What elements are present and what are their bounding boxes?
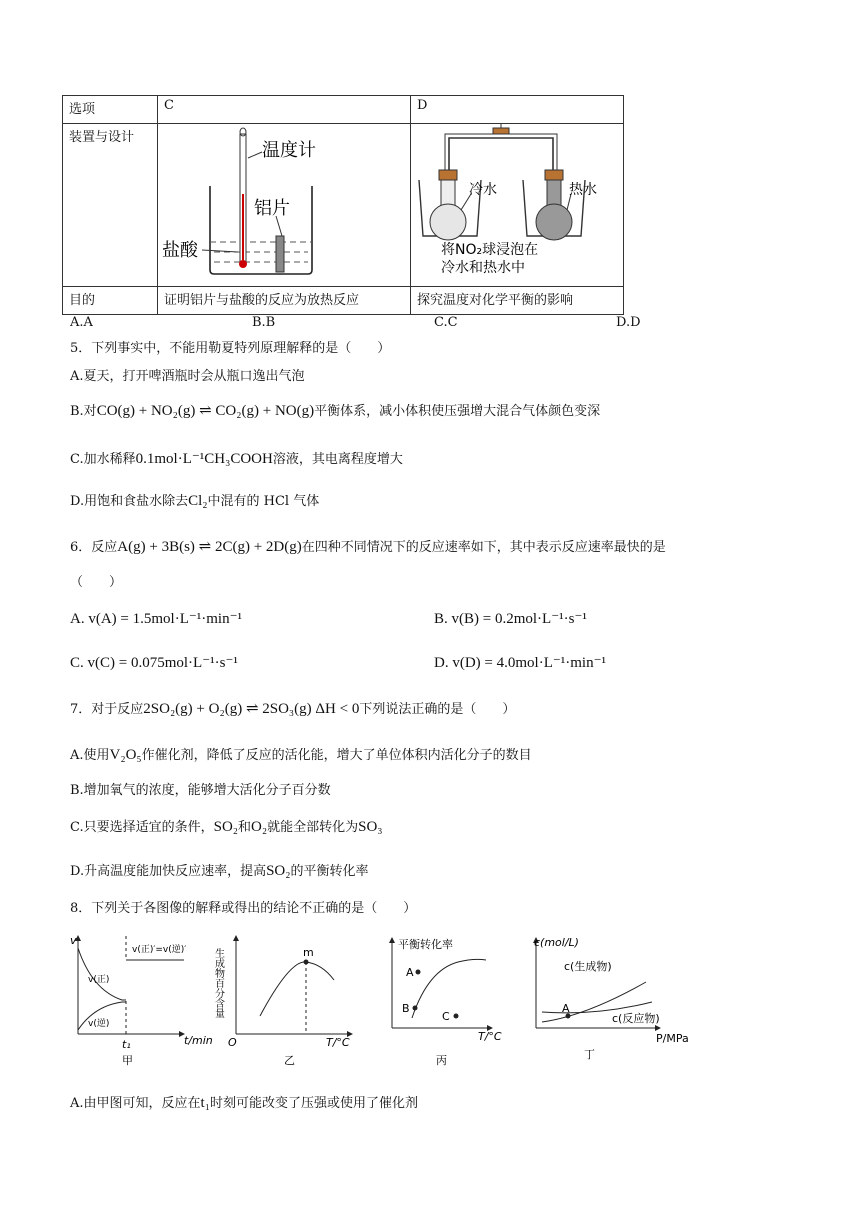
svg-text:T/°C: T/°C: [326, 1036, 350, 1049]
svg-text:m: m: [303, 946, 314, 959]
q5-option-a[interactable]: A.夏天，打开啤酒瓶时会从瓶口逸出气泡: [70, 369, 305, 384]
label-aluminium: 铝片: [254, 198, 290, 219]
svg-text:O: O: [228, 1036, 237, 1049]
svg-text:生成物百分含量: 生成物百分含量: [212, 948, 224, 1018]
svg-text:t/min: t/min: [184, 1034, 213, 1047]
q7-option-a[interactable]: A.使用V₂O₅作催化剂，降低了反应的活化能，增大了单位体积内活化分子的数目: [70, 747, 532, 763]
options-table: [62, 95, 624, 315]
apparatus-d: [411, 124, 624, 287]
svg-text:B: B: [402, 1002, 410, 1015]
graph-bing-caption: 丙: [436, 1054, 447, 1067]
svg-text:v(正)′=v(逆)′: v(正)′=v(逆)′: [132, 945, 187, 955]
q8-stem: 8．下列关于各图像的解释或得出的结论不正确的是（ ）: [70, 901, 417, 916]
q8-option-a[interactable]: A.由甲图可知，反应在t₁时刻可能改变了压强或使用了催化剂: [70, 1095, 418, 1111]
q7-equation: 2SO₂(g) + O₂(g) ⇌ 2SO₃(g) ΔH < 0: [143, 701, 360, 717]
q6-option-b[interactable]: B. v(B) = 0.2mol·L⁻¹·s⁻¹: [434, 611, 587, 627]
svg-text:A: A: [562, 1002, 570, 1015]
q4-option-d[interactable]: D.D: [616, 315, 641, 330]
graph-yi-caption: 乙: [284, 1054, 295, 1067]
svg-text:v: v: [70, 934, 77, 947]
q5-option-d[interactable]: D.用饱和食盐水除去Cl₂中混有的 HCl 气体: [70, 493, 320, 509]
caption-line1: 将NO₂球浸泡在: [441, 242, 539, 258]
label-hcl: 盐酸: [162, 240, 198, 261]
q6-option-c[interactable]: C. v(C) = 0.075mol·L⁻¹·s⁻¹: [70, 655, 238, 671]
q7-stem: 7．对于反应2SO₂(g) + O₂(g) ⇌ 2SO₃(g) ΔH < 0下列说法正确的是（ ）: [70, 701, 516, 717]
no2-spheres-diagram: [411, 124, 623, 282]
svg-text:v(逆): v(逆): [88, 1019, 110, 1029]
q6-option-d[interactable]: D. v(D) = 4.0mol·L⁻¹·min⁻¹: [434, 655, 607, 671]
table-header-c: C: [158, 96, 411, 124]
q5-stem: 5．下列事实中，不能用勒夏特列原理解释的是（ ）: [70, 341, 391, 356]
svg-text:c(mol/L): c(mol/L): [534, 936, 579, 949]
q5-option-b[interactable]: B.对CO(g) + NO₂(g) ⇌ CO₂(g) + NO(g)平衡体系，减小体积使压强增大混合气体颜色变深: [70, 403, 601, 419]
q4-option-b[interactable]: B.B: [252, 315, 276, 330]
q6-paren: （ ）: [70, 575, 123, 590]
table-header-d: D: [411, 96, 624, 124]
svg-text:c(反应物): c(反应物): [612, 1012, 660, 1025]
q7-option-c[interactable]: C.只要选择适宜的条件，SO₂和O₂就能全部转化为SO₃: [70, 819, 383, 835]
table-row-label-setup: 装置与设计: [63, 124, 158, 287]
q6-option-a[interactable]: A. v(A) = 1.5mol·L⁻¹·min⁻¹: [70, 611, 243, 627]
table-header-label: 选项: [63, 96, 158, 124]
graph-jia-caption: 甲: [122, 1054, 133, 1067]
goal-c: 证明铝片与盐酸的反应为放热反应: [158, 287, 411, 315]
svg-text:A: A: [406, 966, 414, 979]
graph-yi: [210, 930, 370, 1070]
q7-option-b[interactable]: B.增加氧气的浓度，能够增大活化分子百分数: [70, 783, 331, 798]
svg-text:C: C: [442, 1010, 450, 1023]
svg-text:T/°C: T/°C: [478, 1030, 502, 1043]
svg-text:c(生成物): c(生成物): [564, 960, 612, 973]
q5-option-c[interactable]: C.加水稀释0.1mol·L⁻¹CH₃COOH溶液，其电离程度增大: [70, 451, 403, 467]
graph-ding: [526, 930, 706, 1070]
q6-equation: A(g) + 3B(s) ⇌ 2C(g) + 2D(g): [117, 539, 302, 555]
q4-option-c[interactable]: C.C: [434, 315, 458, 330]
svg-text:v(正): v(正): [88, 975, 110, 985]
q5-b-equation: CO(g) + NO₂(g) ⇌ CO₂(g) + NO(g): [96, 403, 315, 419]
goal-d: 探究温度对化学平衡的影响: [411, 287, 624, 315]
caption-line2: 冷水和热水中: [441, 260, 525, 276]
svg-text:P/MPa: P/MPa: [656, 1032, 689, 1045]
q4-option-a[interactable]: A.A: [70, 315, 93, 330]
graph-bing: [382, 930, 512, 1070]
apparatus-c: [158, 124, 411, 287]
svg-text:平衡转化率: 平衡转化率: [398, 938, 453, 951]
table-row-label-goal: 目的: [63, 287, 158, 315]
svg-text:t₁: t₁: [122, 1038, 131, 1051]
q6-stem: 6．反应A(g) + 3B(s) ⇌ 2C(g) + 2D(g)在四种不同情况下的反应速率如下，其中表示反应速率最快的是: [70, 539, 666, 555]
beaker-thermometer-diagram: [158, 124, 410, 282]
graph-ding-caption: 丁: [584, 1048, 595, 1061]
label-cold-water: 冷水: [469, 182, 497, 198]
label-hot-water: 热水: [569, 182, 597, 198]
label-thermometer: 温度计: [262, 140, 316, 161]
graph-jia: [68, 930, 218, 1070]
q7-option-d[interactable]: D.升高温度能加快反应速率，提高SO₂的平衡转化率: [70, 863, 369, 879]
